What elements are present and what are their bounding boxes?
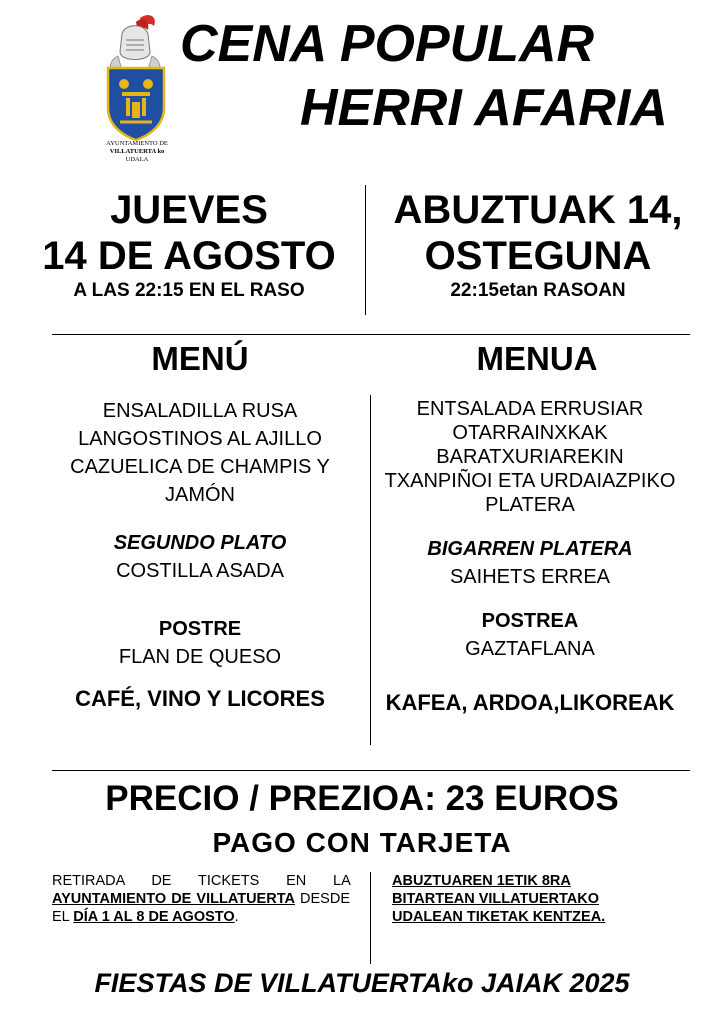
second-course-dish-eu: SAIHETS ERREA [449, 566, 611, 588]
menu-header-es: MENÚ [151, 340, 249, 377]
starter-eu-5: PLATERA [485, 494, 575, 516]
starter-es-1: ENSALADILLA RUSA [102, 400, 298, 422]
starter-eu-1: ENTSALADA ERRUSIAR [416, 398, 644, 420]
dessert-dish-eu: GAZTAFLANA [465, 638, 595, 660]
ticket-pickup-eu-line1: ABUZTUAREN 1ETIK 8RA [392, 873, 571, 889]
separator-top [52, 334, 690, 335]
second-course-label-eu: BIGARREN PLATERA [427, 538, 633, 560]
menu-divider [370, 395, 371, 745]
title-basque: HERRI AFARIA [300, 79, 668, 137]
logo-caption-line1: AYUNTAMIENTO DE [106, 140, 168, 147]
date-day-es: 14 DE AGOSTO [42, 234, 336, 278]
date-time-place-eu: 22:15etan RASOAN [450, 280, 626, 301]
dessert-label-eu: POSTREA [481, 610, 579, 632]
starter-es-4: JAMÓN [165, 484, 235, 506]
date-weekday-es: JUEVES [110, 188, 268, 232]
ticket-pickup-es-text1: RETIRADA DE TICKETS EN LA [52, 873, 350, 889]
logo-caption [82, 140, 192, 164]
separator-bottom [52, 770, 690, 771]
starter-eu-3: BARATXURIAREKIN [436, 446, 624, 468]
date-divider [365, 185, 366, 315]
ticket-pickup-es-dates: DÍA 1 AL 8 DE AGOSTO [73, 909, 235, 925]
date-block-basque [368, 187, 708, 303]
drinks-es: CAFÉ, VINO Y LICORES [75, 686, 325, 711]
date-time-place-es: A LAS 22:15 EN EL RASO [73, 280, 305, 301]
starter-es-3: CAZUELICA DE CHAMPIS Y [70, 456, 330, 478]
price: PRECIO / PREZIOA: 23 EUROS [105, 779, 619, 818]
menu-list-eu [375, 397, 685, 717]
ticket-pickup-es-place: AYUNTAMIENTO DE VILLATUERTA [52, 891, 295, 907]
date-weekday-eu: OSTEGUNA [424, 234, 652, 278]
ticket-pickup-eu-line3: UDALEAN TIKETAK KENTZEA. [392, 909, 606, 925]
coat-of-arms-icon [96, 12, 176, 142]
footer-festival-title: FIESTAS DE VILLATUERTAko JAIAK 2025 [94, 968, 630, 998]
logo-caption-line3: UDALA [125, 156, 149, 163]
starter-eu-4: TXANPIÑOI ETA URDAIAZPIKO [384, 470, 676, 492]
ticket-pickup-es-text2: DESDE EL [52, 891, 350, 925]
dessert-dish-es: FLAN DE QUESO [118, 646, 282, 668]
starter-es-2: LANGOSTINOS AL AJILLO [78, 428, 322, 450]
ticket-pickup-es-period: . [234, 909, 239, 925]
date-block-spanish [14, 187, 364, 303]
logo-caption-line2: VILLATUERTA ko [109, 148, 165, 155]
ticket-pickup-eu-line2: BITARTEAN VILLATUERTAKO [392, 891, 600, 907]
starter-eu-2: OTARRAINXKAK [452, 422, 608, 444]
ticket-pickup-eu [392, 872, 682, 926]
ticket-pickup-es [52, 872, 350, 926]
date-day-eu: ABUZTUAK 14, [393, 188, 683, 232]
second-course-dish-es: COSTILLA ASADA [116, 560, 284, 582]
drinks-eu: KAFEA, ARDOA,LIKOREAK [385, 690, 675, 715]
menu-header-eu: MENUA [476, 340, 598, 377]
payment-method: PAGO CON TARJETA [212, 827, 512, 858]
second-course-label-es: SEGUNDO PLATO [113, 532, 287, 554]
ticket-divider [370, 872, 371, 964]
dessert-label-es: POSTRE [158, 618, 242, 640]
menu-list-es [30, 397, 370, 713]
title-spanish: CENA POPULAR [180, 15, 595, 73]
